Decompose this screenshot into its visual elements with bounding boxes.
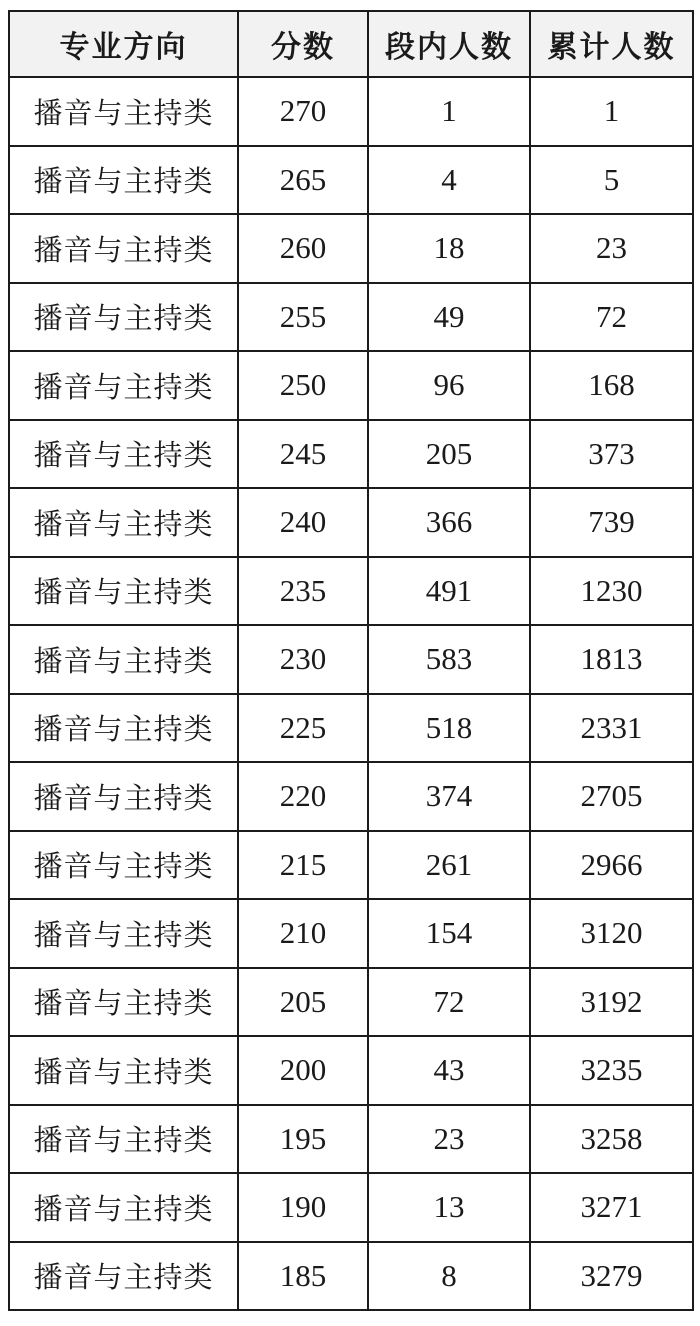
table-row — [9, 625, 693, 694]
cell-cumulative-count: 72 — [530, 283, 693, 352]
cell-cumulative-count: 3120 — [530, 899, 693, 968]
cell-cumulative-count: 2966 — [530, 831, 693, 900]
cell-score: 225 — [238, 694, 368, 763]
cell-score: 230 — [238, 625, 368, 694]
cell-cumulative-count: 739 — [530, 488, 693, 557]
cell-major: 播音与主持类 — [9, 1036, 238, 1105]
cell-score: 260 — [238, 214, 368, 283]
header-major: 专业方向 — [9, 11, 238, 77]
cell-score: 220 — [238, 762, 368, 831]
header-score: 分数 — [238, 11, 368, 77]
table-row — [9, 899, 693, 968]
cell-segment-count: 261 — [368, 831, 530, 900]
table-row — [9, 557, 693, 626]
cell-score: 265 — [238, 146, 368, 215]
cell-segment-count: 18 — [368, 214, 530, 283]
cell-segment-count: 49 — [368, 283, 530, 352]
table-body — [9, 77, 693, 1310]
cell-cumulative-count: 2705 — [530, 762, 693, 831]
cell-segment-count: 96 — [368, 351, 530, 420]
header-segment-count: 段内人数 — [368, 11, 530, 77]
cell-major: 播音与主持类 — [9, 351, 238, 420]
cell-segment-count: 72 — [368, 968, 530, 1037]
cell-cumulative-count: 1813 — [530, 625, 693, 694]
cell-score: 210 — [238, 899, 368, 968]
table-row — [9, 968, 693, 1037]
table-row — [9, 1242, 693, 1311]
cell-cumulative-count: 3258 — [530, 1105, 693, 1174]
table-row — [9, 351, 693, 420]
cell-cumulative-count: 23 — [530, 214, 693, 283]
cell-segment-count: 8 — [368, 1242, 530, 1311]
cell-score: 215 — [238, 831, 368, 900]
cell-major: 播音与主持类 — [9, 420, 238, 489]
cell-major: 播音与主持类 — [9, 283, 238, 352]
table-row — [9, 283, 693, 352]
cell-major: 播音与主持类 — [9, 694, 238, 763]
table-row — [9, 694, 693, 763]
score-distribution-table — [8, 10, 694, 1311]
cell-cumulative-count: 2331 — [530, 694, 693, 763]
cell-major: 播音与主持类 — [9, 1173, 238, 1242]
cell-score: 185 — [238, 1242, 368, 1311]
cell-score: 205 — [238, 968, 368, 1037]
table-row — [9, 214, 693, 283]
cell-major: 播音与主持类 — [9, 214, 238, 283]
cell-score: 195 — [238, 1105, 368, 1174]
cell-cumulative-count: 3192 — [530, 968, 693, 1037]
cell-segment-count: 518 — [368, 694, 530, 763]
cell-major: 播音与主持类 — [9, 77, 238, 146]
cell-cumulative-count: 1 — [530, 77, 693, 146]
cell-score: 250 — [238, 351, 368, 420]
score-distribution-table-container — [8, 10, 692, 1311]
cell-score: 270 — [238, 77, 368, 146]
cell-segment-count: 366 — [368, 488, 530, 557]
cell-major: 播音与主持类 — [9, 1242, 238, 1311]
cell-major: 播音与主持类 — [9, 762, 238, 831]
cell-major: 播音与主持类 — [9, 625, 238, 694]
cell-segment-count: 1 — [368, 77, 530, 146]
cell-score: 235 — [238, 557, 368, 626]
cell-segment-count: 154 — [368, 899, 530, 968]
cell-major: 播音与主持类 — [9, 488, 238, 557]
cell-score: 245 — [238, 420, 368, 489]
table-row — [9, 77, 693, 146]
cell-major: 播音与主持类 — [9, 899, 238, 968]
cell-cumulative-count: 3235 — [530, 1036, 693, 1105]
table-row — [9, 1036, 693, 1105]
cell-score: 255 — [238, 283, 368, 352]
cell-cumulative-count: 168 — [530, 351, 693, 420]
cell-segment-count: 13 — [368, 1173, 530, 1242]
header-row — [9, 11, 693, 77]
cell-cumulative-count: 5 — [530, 146, 693, 215]
cell-score: 190 — [238, 1173, 368, 1242]
cell-segment-count: 374 — [368, 762, 530, 831]
table-row — [9, 831, 693, 900]
cell-major: 播音与主持类 — [9, 968, 238, 1037]
cell-segment-count: 583 — [368, 625, 530, 694]
cell-major: 播音与主持类 — [9, 831, 238, 900]
cell-major: 播音与主持类 — [9, 1105, 238, 1174]
cell-cumulative-count: 373 — [530, 420, 693, 489]
table-row — [9, 1105, 693, 1174]
cell-score: 240 — [238, 488, 368, 557]
cell-major: 播音与主持类 — [9, 557, 238, 626]
table-header — [9, 11, 693, 77]
header-cumulative-count: 累计人数 — [530, 11, 693, 77]
cell-segment-count: 205 — [368, 420, 530, 489]
table-row — [9, 1173, 693, 1242]
cell-segment-count: 23 — [368, 1105, 530, 1174]
table-row — [9, 146, 693, 215]
table-row — [9, 420, 693, 489]
cell-segment-count: 43 — [368, 1036, 530, 1105]
table-row — [9, 488, 693, 557]
cell-score: 200 — [238, 1036, 368, 1105]
cell-cumulative-count: 3271 — [530, 1173, 693, 1242]
table-row — [9, 762, 693, 831]
cell-cumulative-count: 3279 — [530, 1242, 693, 1311]
cell-segment-count: 491 — [368, 557, 530, 626]
cell-cumulative-count: 1230 — [530, 557, 693, 626]
cell-major: 播音与主持类 — [9, 146, 238, 215]
cell-segment-count: 4 — [368, 146, 530, 215]
